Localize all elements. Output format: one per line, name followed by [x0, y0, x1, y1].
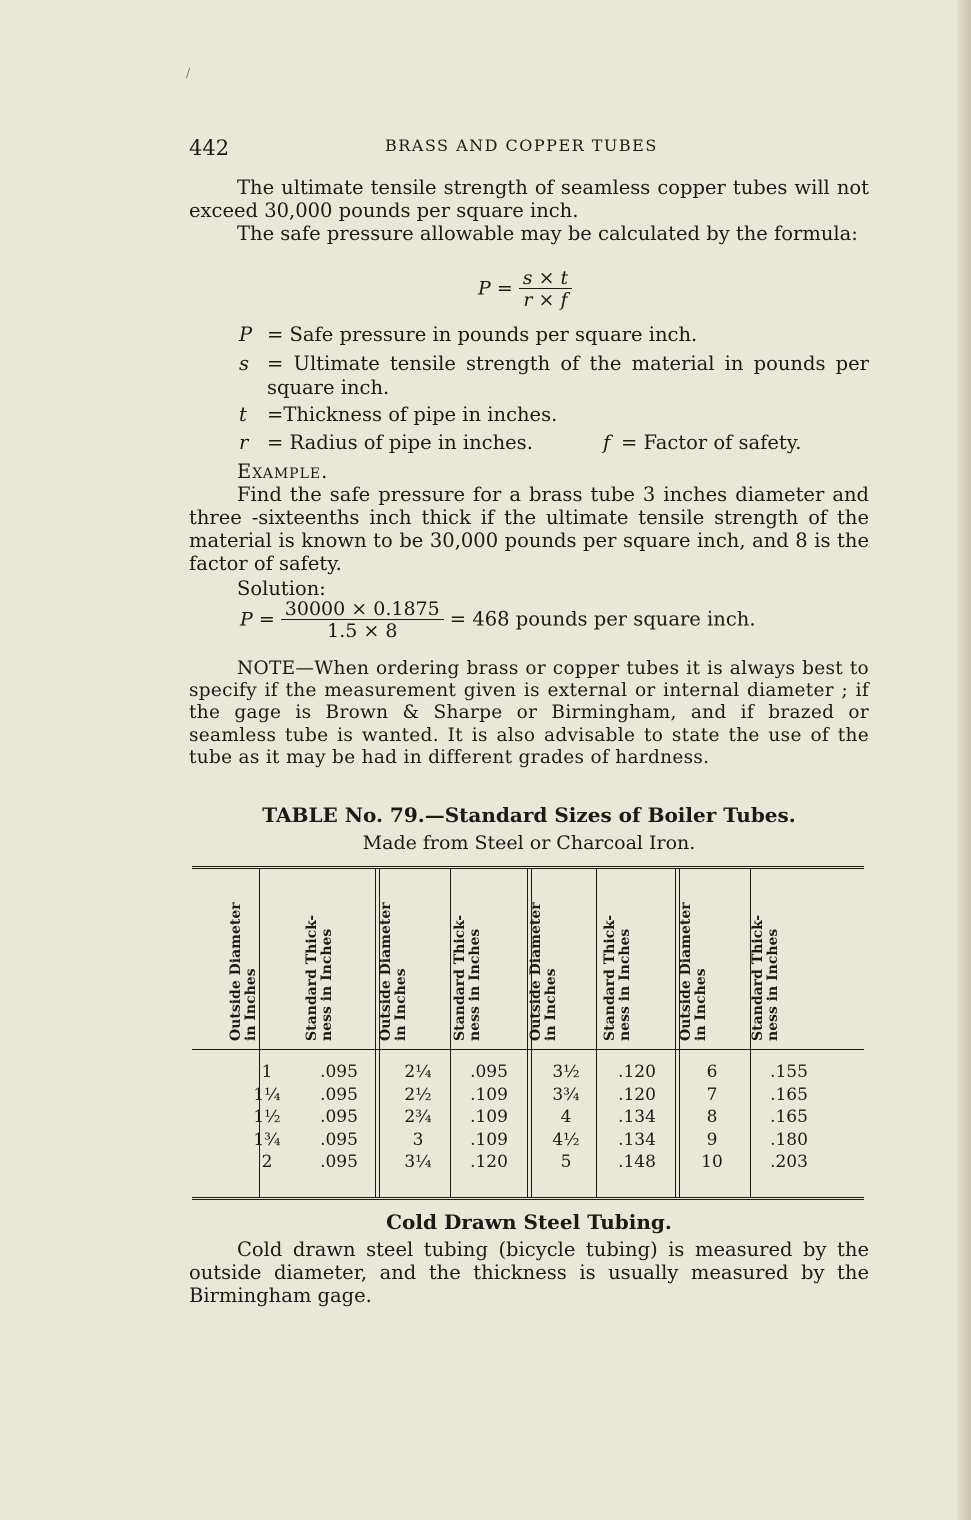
- diameter-column-2: [398, 1061, 438, 1174]
- table-cell: .203: [770, 1152, 808, 1172]
- table-cell: .109: [470, 1084, 508, 1105]
- page-number: 442: [189, 136, 230, 160]
- table-cell: .109: [470, 1107, 508, 1127]
- thickness-column-3: [602, 1061, 672, 1174]
- thickness-column-2: [454, 1061, 524, 1174]
- intro-paragraph-1: The ultimate tensile strength of seamless copper tubes will not exceed 30,000 pounds per square inch.: [189, 176, 869, 222]
- table-cell: 2¼: [404, 1062, 432, 1082]
- table-cell: .165: [770, 1084, 808, 1105]
- page-header: [189, 134, 869, 160]
- running-head: BRASS AND COPPER TUBES: [385, 136, 658, 155]
- table-cell: 1: [261, 1062, 273, 1082]
- column-rule: [596, 869, 597, 1197]
- table-cell: .095: [320, 1107, 358, 1127]
- table-cell: .095: [320, 1084, 358, 1105]
- table-cell: .095: [470, 1062, 508, 1082]
- table-cell: 1½: [253, 1107, 281, 1127]
- table-cell: 4: [560, 1107, 572, 1127]
- table-cell: 3: [412, 1129, 424, 1150]
- column-rule: [450, 869, 451, 1197]
- table-cell: 2: [261, 1152, 273, 1172]
- pressure-formula: P = $\frac{s \times t}{r \times f}$: [478, 268, 572, 311]
- diameter-column-3: [546, 1061, 586, 1174]
- diameter-column-4: [692, 1061, 732, 1174]
- table-cell: .155: [770, 1062, 808, 1082]
- table-cell: 1¾: [253, 1129, 281, 1150]
- table-cell: .120: [618, 1084, 656, 1105]
- table-cell: .134: [618, 1107, 656, 1127]
- table-cell: .095: [320, 1062, 358, 1082]
- table-cell: .095: [320, 1152, 358, 1172]
- boiler-tubes-table: Outside Diameter in Inches Standard Thick- ness in Inches Outside Diameter in Inches Standard Thick- ness in Inches Outside Diameter in Inches Standard Thick- ness in Inches Outside Diameter in Inches Standard Thick- ness in Inches 1 1¼ 1½ 1¾ 2 .095 .095 .095 .095 .095 2¼ 2½ 2¾ 3 3¼ .095 .109 .109 .109 .120 3½ 3¾ 4 4½ 5 .120 .120 .134 .134 .148 6 7 8 9 10 .155 .165 .165 .180 .203: [192, 866, 864, 1200]
- table-cell: 8: [706, 1107, 718, 1127]
- definition-r: r = Radius of pipe in inches. f = Factor of safety.: [239, 431, 802, 454]
- table-cell: 3¼: [404, 1152, 432, 1172]
- table-title: TABLE No. 79.—Standard Sizes of Boiler Tubes.: [262, 803, 796, 827]
- table-cell: .095: [320, 1129, 358, 1150]
- thickness-column-1: [304, 1061, 374, 1174]
- table-cell: 2½: [404, 1084, 432, 1105]
- table-cell: 5: [560, 1152, 572, 1172]
- example-text: Find the safe pressure for a brass tube 3 inches diameter and three -sixteenths inch thick if the ultimate tensile strength of the material is known to be 30,000 pounds per square inch, and 8 is the factor of safety.: [189, 483, 869, 575]
- note-paragraph: NOTE—When ordering brass or copper tubes it is always best to specify if the measurement given is external or internal diameter ; if the gage is Brown & Sharpe or Birmingham, and if brazed or seamless tube is wanted. It is also advisable to state the use of the tube as it may be had in different grades of hardness.: [189, 658, 869, 768]
- example-label: Example.: [237, 460, 329, 483]
- definition-s: s = Ultimate tensile strength of the material in pounds per square inch.: [239, 352, 869, 399]
- section-paragraph: Cold drawn steel tubing (bicycle tubing) is measured by the outside diameter, and the thickness is usually measured by the Birmingham gage.: [189, 1238, 869, 1307]
- table-cell: .148: [618, 1152, 656, 1172]
- table-cell: 6: [706, 1062, 718, 1082]
- table-cell: .109: [470, 1129, 508, 1150]
- diameter-column-1: [252, 1061, 282, 1174]
- table-cell: 1¼: [253, 1084, 281, 1105]
- table-cell: 9: [706, 1129, 718, 1150]
- definition-t: t =Thickness of pipe in inches.: [239, 403, 558, 426]
- table-cell: .120: [618, 1062, 656, 1082]
- table-cell: .180: [770, 1129, 808, 1150]
- solution-label: Solution:: [237, 577, 326, 600]
- table-cell: 3½: [552, 1062, 580, 1082]
- table-cell: .165: [770, 1107, 808, 1127]
- table-cell: 3¾: [552, 1084, 580, 1105]
- table-cell: .120: [470, 1152, 508, 1172]
- solution-formula: P = $\frac{30000 \times 0.1875}{1.5 \times 8}$ = 468 pounds per square inch.: [240, 598, 756, 642]
- table-subtitle: Made from Steel or Charcoal Iron.: [362, 832, 696, 854]
- table-cell: 2¾: [404, 1107, 432, 1127]
- intro-paragraph-2: The safe pressure allowable may be calculated by the formula:: [237, 222, 858, 245]
- header-rule: [192, 1049, 864, 1050]
- table-cell: 10: [701, 1152, 723, 1172]
- table-cell: 7: [706, 1084, 718, 1105]
- print-mark: /: [186, 66, 191, 80]
- section-title: Cold Drawn Steel Tubing.: [386, 1210, 672, 1234]
- page-edge: [957, 0, 971, 1520]
- definition-P: P = Safe pressure in pounds per square inch.: [239, 323, 698, 346]
- thickness-column-4: [754, 1061, 824, 1174]
- table-cell: .134: [618, 1129, 656, 1150]
- table-cell: 4½: [552, 1129, 580, 1150]
